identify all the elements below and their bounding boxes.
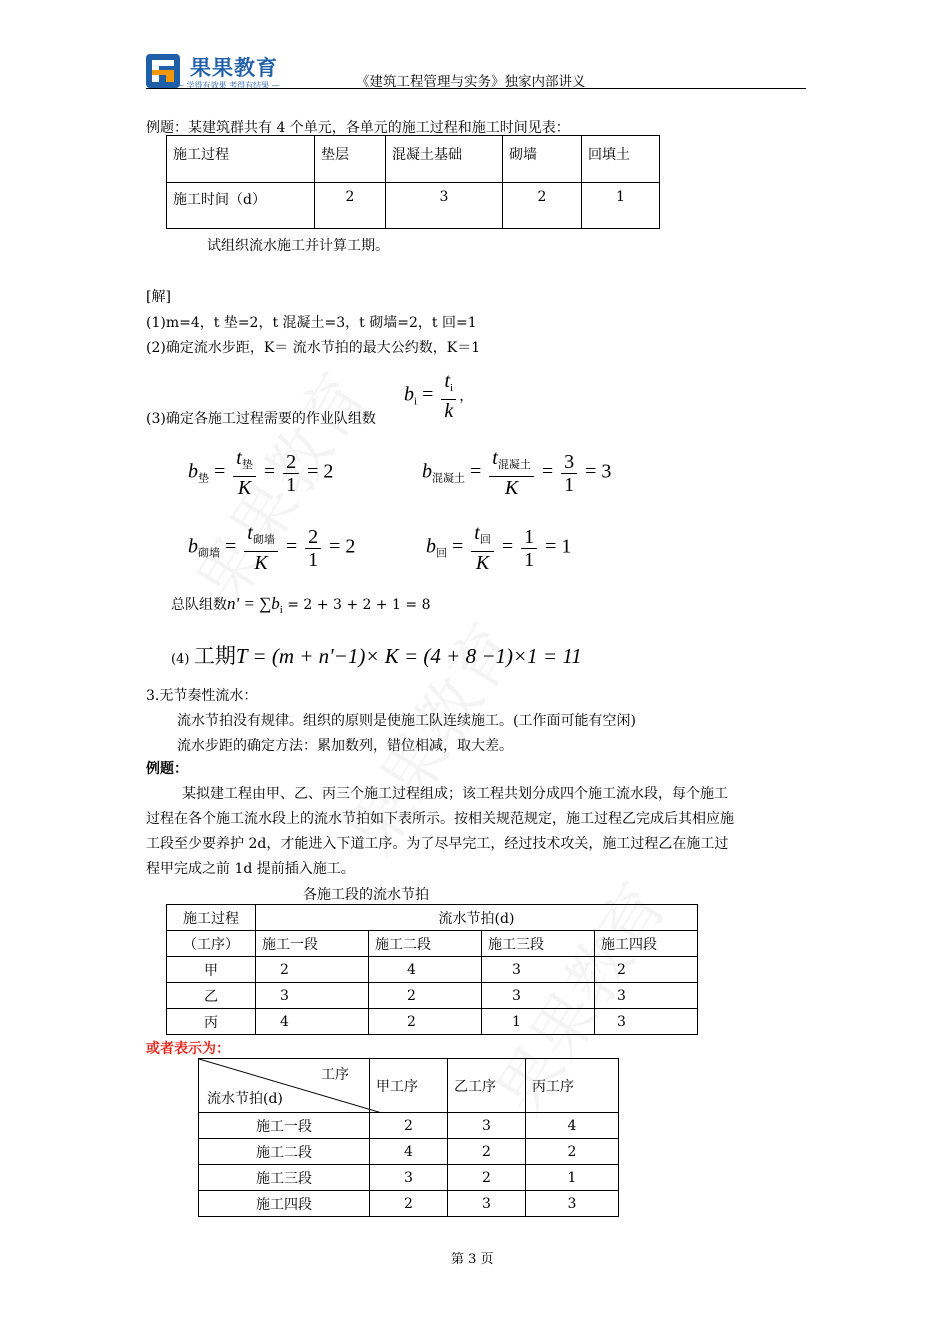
section3-title: 3.无节奏性流水：: [146, 688, 258, 704]
table-cell: 2: [595, 957, 698, 983]
table-cell: 2: [448, 1165, 526, 1191]
table-cell: 丙: [167, 1009, 256, 1035]
table-cell: 3: [595, 1009, 698, 1035]
diag-top-label: 工序: [321, 1067, 349, 1083]
solution-step2: (2)确定流水步距，K＝ 流水节拍的最大公约数，K＝1: [146, 340, 481, 356]
formula-b-concrete: $b_{混凝土}$ = $\frac{t_{混凝土}}{K}$ = $\frac{3}{1}$ = 3: [422, 447, 612, 499]
section3-p2: 流水步距的确定方法：累加数列，错位相减，取大差。: [177, 738, 513, 754]
section3-example-label: 例题：: [146, 761, 188, 777]
formula-general: $b_i$ = $\frac{t_i}{k}$ ，: [404, 370, 474, 422]
formula-b-wall: $b_{砌墙}$ = $\frac{t_{砌墙}}{K}$ = $\frac{2}{1}$ = 2: [188, 522, 356, 574]
flow-rhythm-table: [166, 904, 698, 1035]
table-cell: 2: [370, 1191, 448, 1217]
table-cell: 混凝土基础: [386, 136, 503, 183]
document-title: 《建筑工程管理与实务》独家内部讲义: [356, 74, 586, 90]
brand-name: 果果教育: [190, 56, 278, 80]
solution-label: [解]: [146, 289, 171, 305]
solution-step3: (3)确定各施工过程需要的作业队组数: [146, 411, 376, 427]
diagonal-header-cell: [199, 1059, 370, 1113]
table-cell: 4: [256, 1009, 369, 1035]
table-cell: 丙工序: [526, 1059, 619, 1113]
formula-b-dian: $b_垫$ = $\frac{t_垫}{K}$ = $\frac{2}{1}$ = 2: [188, 447, 334, 499]
table-cell: 甲: [167, 957, 256, 983]
table-cell: 4: [369, 957, 482, 983]
solution-step1: (1)m=4，t 垫=2，t 混凝土=3，t 砌墙=2，t 回=1: [146, 315, 477, 331]
total-teams: 总队组数$n' = \sum b_i = 2 + 3 + 2 + 1 = 8$: [171, 594, 431, 616]
brand-slogan: — 学得有效果 考得有结果 —: [176, 81, 280, 90]
page-number: 第 3 页: [451, 1252, 494, 1267]
table-cell: 2: [448, 1139, 526, 1165]
alt-flow-rhythm-table: [198, 1058, 619, 1217]
table-cell: 施工四段: [199, 1191, 370, 1217]
table-cell: 3: [482, 957, 595, 983]
table-cell: 施工一段: [256, 931, 369, 957]
table-cell: 3: [386, 183, 503, 229]
table-cell: 2: [369, 983, 482, 1009]
example2-line: 程甲完成之前 1d 提前插入施工。: [146, 861, 355, 877]
header-rule: [146, 88, 806, 89]
alt-representation-label: 或者表示为：: [146, 1041, 230, 1057]
table-cell: 2: [503, 183, 582, 229]
table-cell: 2: [370, 1113, 448, 1139]
formula-b-backfill: $b_回$ = $\frac{t_回}{K}$ = $\frac{1}{1}$ = 1: [426, 522, 572, 574]
table-cell: 流水节拍(d): [256, 905, 698, 931]
table-caption: 各施工段的流水节拍: [303, 887, 429, 903]
table-cell: 3: [256, 983, 369, 1009]
table-cell: 2: [369, 1009, 482, 1035]
section3-p1: 流水节拍没有规律。组织的原则是使施工队连续施工。(工作面可能有空闲): [177, 713, 636, 729]
example1-question: 试组织流水施工并计算工期。: [207, 238, 389, 254]
table-cell: 3: [448, 1113, 526, 1139]
table-cell: 垫层: [315, 136, 386, 183]
example2-line: 某拟建工程由甲、乙、丙三个施工过程组成；该工程共划分成四个施工流水段，每个施工: [182, 786, 728, 802]
table-cell: 回填土: [582, 136, 660, 183]
table-cell: 施工时间（d）: [167, 183, 315, 229]
table-cell: 2: [315, 183, 386, 229]
table-cell: 施工过程: [167, 136, 315, 183]
example1-table: [166, 135, 660, 229]
example2-line: 过程在各个施工流水段上的流水节拍如下表所示。按相关规范规定，施工过程乙完成后其相应施: [146, 811, 734, 827]
table-cell: 3: [370, 1165, 448, 1191]
table-cell: 3: [526, 1191, 619, 1217]
table-cell: 2: [256, 957, 369, 983]
table-cell: 施工二段: [369, 931, 482, 957]
table-cell: 施工三段: [482, 931, 595, 957]
table-cell: 4: [526, 1113, 619, 1139]
table-cell: 2: [526, 1139, 619, 1165]
table-cell: 4: [370, 1139, 448, 1165]
table-cell: 砌墙: [503, 136, 582, 183]
table-cell: 乙: [167, 983, 256, 1009]
example1-intro: 例题：某建筑群共有 4 个单元，各单元的施工过程和施工时间见表：: [146, 120, 570, 136]
table-cell: 3: [448, 1191, 526, 1217]
table-cell: 1: [526, 1165, 619, 1191]
table-cell: 1: [482, 1009, 595, 1035]
table-cell: 1: [582, 183, 660, 229]
table-cell: （工序）: [167, 931, 256, 957]
table-cell: 施工四段: [595, 931, 698, 957]
table-cell: 施工二段: [199, 1139, 370, 1165]
table-cell: 甲工序: [370, 1059, 448, 1113]
example2-line: 工段至少要养护 2d，才能进入下道工序。为了尽早完工，经过技术攻关，施工过程乙在施工过: [146, 836, 729, 852]
table-cell: 施工过程: [167, 905, 256, 931]
table-cell: 施工三段: [199, 1165, 370, 1191]
table-cell: 3: [595, 983, 698, 1009]
diag-bottom-label: 流水节拍(d): [207, 1091, 283, 1107]
table-cell: 施工一段: [199, 1113, 370, 1139]
logo-icon: [146, 54, 180, 88]
duration-formula: (4) 工期T = (m + n'−1)× K = (4 + 8 −1)×1 = 11: [171, 644, 582, 668]
table-cell: 乙工序: [448, 1059, 526, 1113]
table-cell: 3: [482, 983, 595, 1009]
